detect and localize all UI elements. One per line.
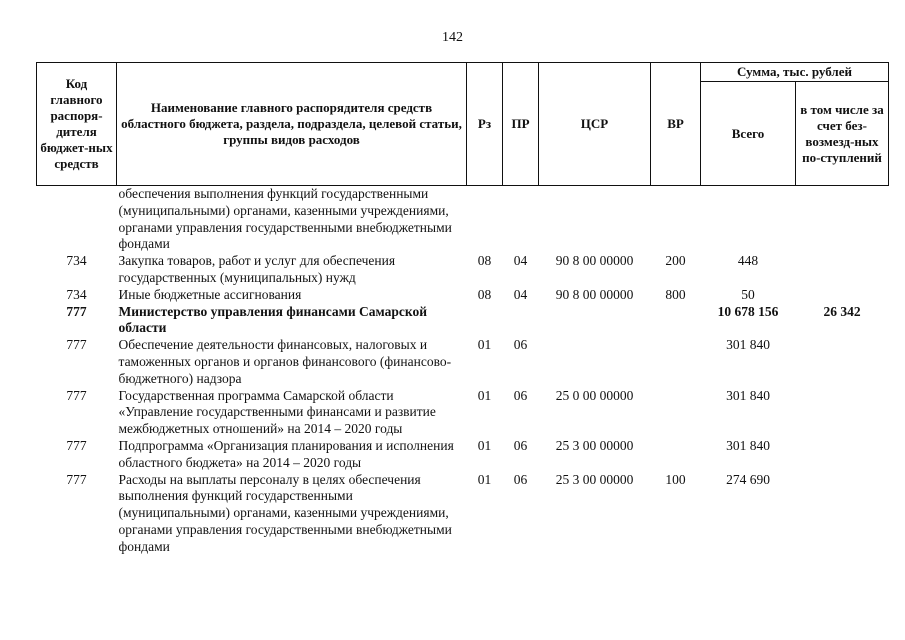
cell-name: Министерство управления финансами Самарской области xyxy=(118,303,428,336)
header-pr: ПР xyxy=(503,63,539,186)
header-total: Всего xyxy=(701,82,796,186)
cell-free xyxy=(796,438,889,472)
cell-rz xyxy=(467,304,503,338)
cell-vr xyxy=(651,337,701,387)
table-row xyxy=(37,472,889,556)
cell-rz: 08 xyxy=(477,286,492,302)
cell-vr xyxy=(651,304,701,338)
cell-total: 50 xyxy=(741,286,755,302)
cell-code: 777 xyxy=(66,437,87,453)
cell-code: 734 xyxy=(66,286,87,302)
cell-code: 777 xyxy=(66,471,87,487)
cell-code: 777 xyxy=(66,303,87,319)
cell-total xyxy=(701,186,796,254)
cell-code: 777 xyxy=(66,387,87,403)
budget-table xyxy=(36,62,889,556)
cell-vr xyxy=(651,186,701,254)
cell-rz xyxy=(467,186,503,254)
cell-total: 301 840 xyxy=(726,337,770,353)
cell-name: Расходы на выплаты персоналу в целях обеспечения выполнения функций государственными (муниципальными) органами, казенными учреждениями, органами управления государственными внебюджетными фондами xyxy=(118,471,452,554)
cell-free xyxy=(796,337,889,387)
cell-csr xyxy=(539,304,651,338)
header-vr: ВР xyxy=(651,63,701,186)
cell-name: Иные бюджетные ассигнования xyxy=(118,286,302,302)
cell-free: 26 342 xyxy=(823,303,861,319)
cell-free xyxy=(796,388,889,438)
cell-pr: 06 xyxy=(513,471,528,487)
cell-csr: 25 3 00 00000 xyxy=(555,437,634,453)
cell-rz: 01 xyxy=(477,437,492,453)
header-csr: ЦСР xyxy=(539,63,651,186)
cell-free xyxy=(796,186,889,254)
cell-pr: 04 xyxy=(513,253,528,269)
table-row xyxy=(37,438,889,472)
cell-rz: 08 xyxy=(477,253,492,269)
cell-total: 301 840 xyxy=(726,387,770,403)
cell-name: Обеспечение деятельности финансовых, налоговых и таможенных органов и органов финансового (финансово-бюджетного) надзора xyxy=(118,337,452,386)
table-row xyxy=(37,287,889,304)
cell-total: 274 690 xyxy=(726,471,770,487)
cell-free xyxy=(796,472,889,556)
cell-csr xyxy=(539,337,651,387)
cell-vr: 100 xyxy=(665,471,686,487)
table-header xyxy=(37,63,889,186)
cell-name: Подпрограмма «Организация планирования и исполнения областного бюджета» на 2014 – 2020 годы xyxy=(118,437,454,470)
table-row xyxy=(37,186,889,254)
cell-csr: 25 3 00 00000 xyxy=(555,471,634,487)
table-row xyxy=(37,388,889,438)
cell-pr: 06 xyxy=(513,337,528,353)
table-row xyxy=(37,337,889,387)
cell-name: Закупка товаров, работ и услуг для обеспечения государственных (муниципальных) нужд xyxy=(118,253,396,285)
cell-code xyxy=(37,186,117,254)
cell-name: Государственная программа Самарской области «Управление государственными финансами и развитие межбюджетных отношений» на 2014 – 2020 годы xyxy=(118,387,436,437)
header-rz: Рз xyxy=(467,63,503,186)
header-free: в том числе за счет без-возмезд-ных по-ступлений xyxy=(796,82,889,186)
cell-pr: 06 xyxy=(513,437,528,453)
cell-total: 10 678 156 xyxy=(717,303,779,319)
cell-code: 734 xyxy=(66,253,87,269)
cell-csr: 25 0 00 00000 xyxy=(555,387,634,403)
page-number: 142 xyxy=(442,30,463,45)
header-code: Код главного распоря-дителя бюджет-ных средств xyxy=(37,63,117,186)
cell-pr: 06 xyxy=(513,387,528,403)
cell-total: 301 840 xyxy=(726,437,770,453)
cell-vr xyxy=(651,438,701,472)
cell-vr: 800 xyxy=(665,286,686,302)
cell-name: обеспечения выполнения функций государственными (муниципальными) органами, казенными учреждениями, органами управления государственными внебюджетными фондами xyxy=(118,186,452,252)
header-name: Наименование главного распорядителя средств областного бюджета, раздела, подраздела, целевой статьи, группы видов расходов xyxy=(117,63,467,186)
table-row xyxy=(37,304,889,338)
cell-rz: 01 xyxy=(477,337,492,353)
cell-free xyxy=(796,287,889,304)
cell-pr: 04 xyxy=(513,286,528,302)
table-body xyxy=(37,186,889,556)
header-sum: Сумма, тыс. рублей xyxy=(701,63,889,82)
cell-total: 448 xyxy=(737,253,759,269)
cell-rz: 01 xyxy=(477,471,492,487)
cell-pr xyxy=(503,304,539,338)
cell-pr xyxy=(503,186,539,254)
cell-rz: 01 xyxy=(477,387,492,403)
cell-code: 777 xyxy=(66,337,87,353)
cell-csr: 90 8 00 00000 xyxy=(555,253,634,269)
cell-vr xyxy=(651,388,701,438)
cell-csr: 90 8 00 00000 xyxy=(555,286,634,302)
cell-free xyxy=(796,253,889,287)
table-row xyxy=(37,253,889,287)
cell-vr: 200 xyxy=(665,253,686,269)
cell-csr xyxy=(539,186,651,254)
